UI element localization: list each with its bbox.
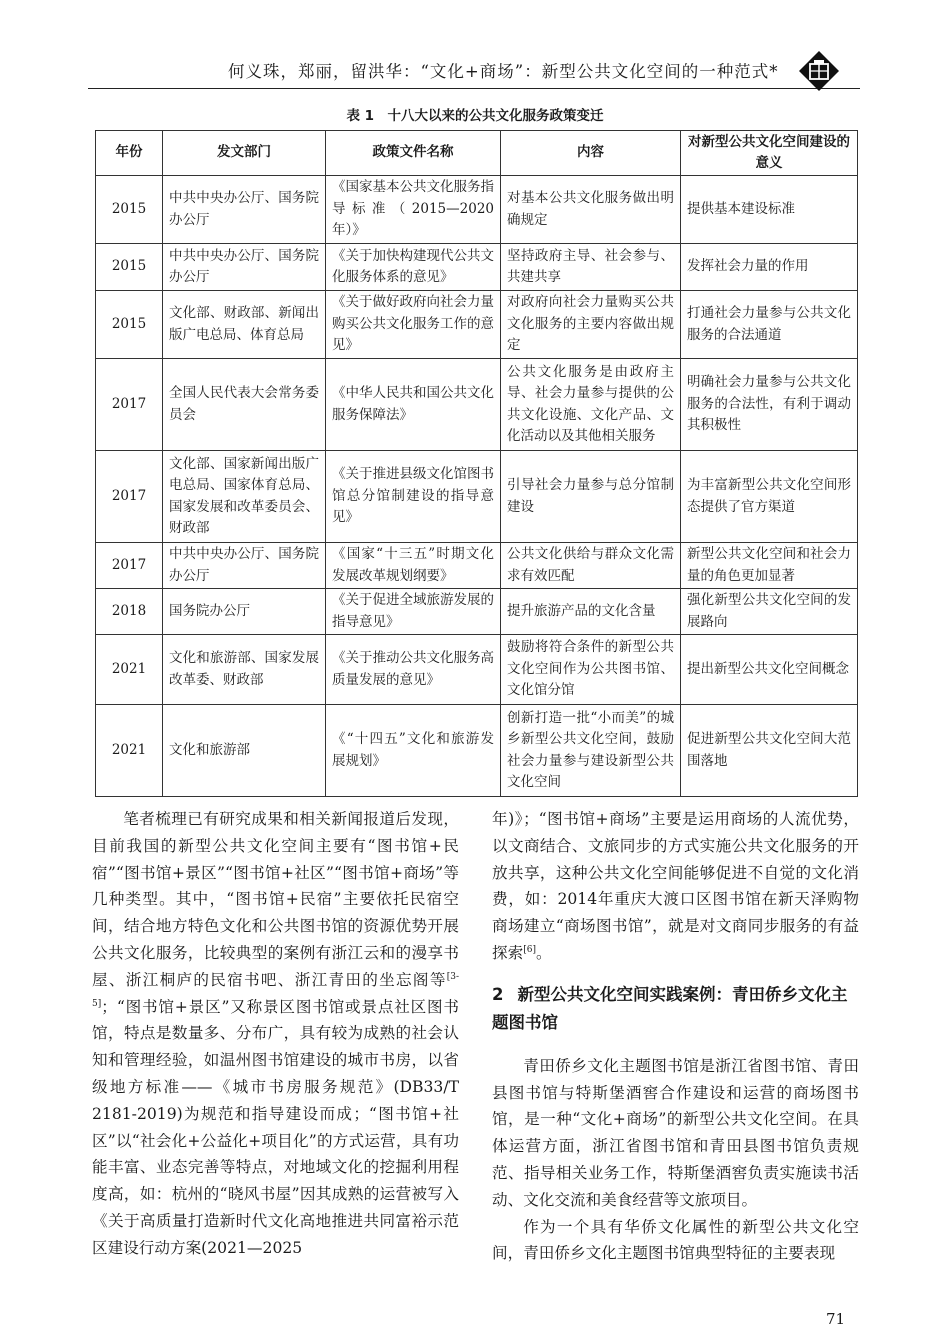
cell-year: 2017 <box>96 451 163 543</box>
cell-significance: 为丰富新型公共文化空间形态提供了官方渠道 <box>681 451 858 543</box>
table-row <box>96 635 858 705</box>
cell-department: 文化和旅游部、国家发展改革委、财政部 <box>163 635 326 705</box>
paragraph-text: 。 <box>535 943 552 962</box>
section-title: 新型公共文化空间实践案例：青田侨乡文化主题图书馆 <box>492 984 848 1032</box>
cell-year: 2021 <box>96 635 163 705</box>
cell-content: 创新打造一批“小而美”的城乡新型公共文化空间，鼓励社会力量参与建设新型公共文化空间 <box>501 705 681 797</box>
cell-significance: 新型公共文化空间和社会力量的角色更加显著 <box>681 543 858 589</box>
cell-significance: 打通社会力量参与公共文化服务的合法通道 <box>681 291 858 359</box>
cell-document: 《关于加快构建现代公共文化服务体系的意见》 <box>326 244 501 291</box>
header-year: 年份 <box>96 131 163 176</box>
paragraph-text: 笔者梳理已有研究成果和相关新闻报道后发现，目前我国的新型公共文化空间主要有“图书馆+民宿”“图书馆+景区”“图书馆+社区”“图书馆+商场”等几种类型。其中，“图书馆+民宿”主要依托民宿空间，结合地方特色文化和公共图书馆的资源优势开展公共文化服务，比较典型的案例有浙江云和的漫享书屋、浙江桐庐的民宿书吧、浙江青田的坐忘阁等 <box>92 810 459 989</box>
section-heading <box>492 981 859 1037</box>
cell-department: 中共中央办公厅、国务院办公厅 <box>163 244 326 291</box>
table-row <box>96 543 858 589</box>
cell-department: 文化和旅游部 <box>163 705 326 797</box>
cell-document: 《关于促进全域旅游发展的指导意见》 <box>326 589 501 635</box>
cell-document: 《“十四五”文化和旅游发展规划》 <box>326 705 501 797</box>
right-column <box>492 806 859 1267</box>
cell-significance: 促进新型公共文化空间大范围落地 <box>681 705 858 797</box>
header-content: 内容 <box>501 131 681 176</box>
cell-year: 2017 <box>96 543 163 589</box>
section-number: 2 <box>492 984 504 1004</box>
cell-significance: 发挥社会力量的作用 <box>681 244 858 291</box>
cell-document: 《关于推动公共文化服务高质量发展的意见》 <box>326 635 501 705</box>
cell-year: 2021 <box>96 705 163 797</box>
cell-year: 2015 <box>96 176 163 244</box>
cell-content: 对政府向社会力量购买公共文化服务的主要内容做出规定 <box>501 291 681 359</box>
table-row <box>96 176 858 244</box>
cell-year: 2015 <box>96 244 163 291</box>
cell-department: 国务院办公厅 <box>163 589 326 635</box>
body-paragraph <box>92 806 459 1262</box>
running-header <box>88 48 860 89</box>
journal-logo-icon <box>798 50 840 92</box>
page-number: 71 <box>826 1310 846 1328</box>
paragraph-text: 年)》；“图书馆+商场”主要是运用商场的人流优势，以文商结合、文旅同步的方式实施公共文化服务的开放共享，这种公共文化空间能够促进不自觉的文化消费，如：2014年重庆大渡口区图书馆在新天泽购物商场建立“商场图书馆”，就是对文商同步服务的有益探索 <box>492 810 859 962</box>
cell-document: 《国家基本公共文化服务指导标准（2015—2020年）》 <box>326 176 501 244</box>
body-paragraph: 作为一个具有华侨文化属性的新型公共文化空间，青田侨乡文化主题图书馆典型特征的主要表现 <box>492 1217 859 1263</box>
table-caption: 表 1 十八大以来的公共文化服务政策变迁 <box>346 108 604 124</box>
table-row <box>96 451 858 543</box>
table-row <box>96 589 858 635</box>
running-title: 何义珠，郑丽，留洪华：“文化+商场”：新型公共文化空间的一种范式* <box>228 62 779 81</box>
paragraph-text: ；“图书馆+景区”又称景区图书馆或景点社区图书馆，特点是数量多、分布广，具有较为成熟的社会认知和管理经验，如温州图书馆建设的城市书房，以省级地方标准——《城市书房服务规范》(DB33/T 2181-2019)为规范和指导建设而成；“图书馆+社区”以“社会化+公益化+项目化”的方式运营，具有功能丰富、业态完善等特点，对地域文化的挖掘利用程度高，如：杭州的“晓风书屋”因其成熟的运营被写入《关于高质量打造新时代文化高地推进共同富裕示范区建设行动方案(2021—2025 <box>92 997 459 1257</box>
cell-document: 《中华人民共和国公共文化服务保障法》 <box>326 359 501 451</box>
cell-department: 文化部、财政部、新闻出版广电总局、体育总局 <box>163 291 326 359</box>
citation[interactable]: [3-5] <box>92 971 459 1009</box>
cell-content: 鼓励将符合条件的新型公共文化空间作为公共图书馆、文化馆分馆 <box>501 635 681 705</box>
cell-document: 《国家“十三五”时期文化发展改革规划纲要》 <box>326 543 501 589</box>
table-row <box>96 705 858 797</box>
citation[interactable]: [6] <box>523 944 536 955</box>
header-department: 发文部门 <box>163 131 326 176</box>
cell-department: 中共中央办公厅、国务院办公厅 <box>163 176 326 244</box>
cell-content: 对基本公共文化服务做出明确规定 <box>501 176 681 244</box>
body-paragraph <box>492 806 859 967</box>
cell-department: 中共中央办公厅、国务院办公厅 <box>163 543 326 589</box>
cell-department: 文化部、国家新闻出版广电总局、国家体育总局、国家发展和改革委员会、财政部 <box>163 451 326 543</box>
table-row <box>96 359 858 451</box>
header-significance: 对新型公共文化空间建设的意义 <box>681 131 858 176</box>
cell-year: 2018 <box>96 589 163 635</box>
cell-year: 2015 <box>96 291 163 359</box>
cell-content: 坚持政府主导、社会参与、共建共享 <box>501 244 681 291</box>
cell-content: 提升旅游产品的文化含量 <box>501 589 681 635</box>
cell-content: 公共文化服务是由政府主导、社会力量参与提供的公共文化设施、文化产品、文化活动以及其他相关服务 <box>501 359 681 451</box>
cell-year: 2017 <box>96 359 163 451</box>
left-column <box>92 806 459 1262</box>
header-document: 政策文件名称 <box>326 131 501 176</box>
cell-significance: 强化新型公共文化空间的发展路向 <box>681 589 858 635</box>
table-row <box>96 291 858 359</box>
table-header-row <box>96 131 858 176</box>
cell-significance: 提出新型公共文化空间概念 <box>681 635 858 705</box>
cell-significance: 提供基本建设标准 <box>681 176 858 244</box>
cell-content: 引导社会力量参与总分馆制建设 <box>501 451 681 543</box>
cell-content: 公共文化供给与群众文化需求有效匹配 <box>501 543 681 589</box>
cell-document: 《关于推进县级文化馆图书馆总分馆制建设的指导意见》 <box>326 451 501 543</box>
cell-document: 《关于做好政府向社会力量购买公共文化服务工作的意见》 <box>326 291 501 359</box>
body-paragraph: 青田侨乡文化主题图书馆是浙江省图书馆、青田县图书馆与特斯堡酒窖合作建设和运营的商场图书馆，是一种“文化+商场”的新型公共文化空间。在具体运营方面，浙江省图书馆和青田县图书馆负责规范、指导相关业务工作，特斯堡酒窖负责实施读书活动、文化交流和美食经营等文旅项目。 <box>492 1056 859 1209</box>
policy-table <box>95 130 858 797</box>
cell-significance: 明确社会力量参与公共文化服务的合法性，有利于调动其积极性 <box>681 359 858 451</box>
cell-department: 全国人民代表大会常务委员会 <box>163 359 326 451</box>
table-row <box>96 244 858 291</box>
